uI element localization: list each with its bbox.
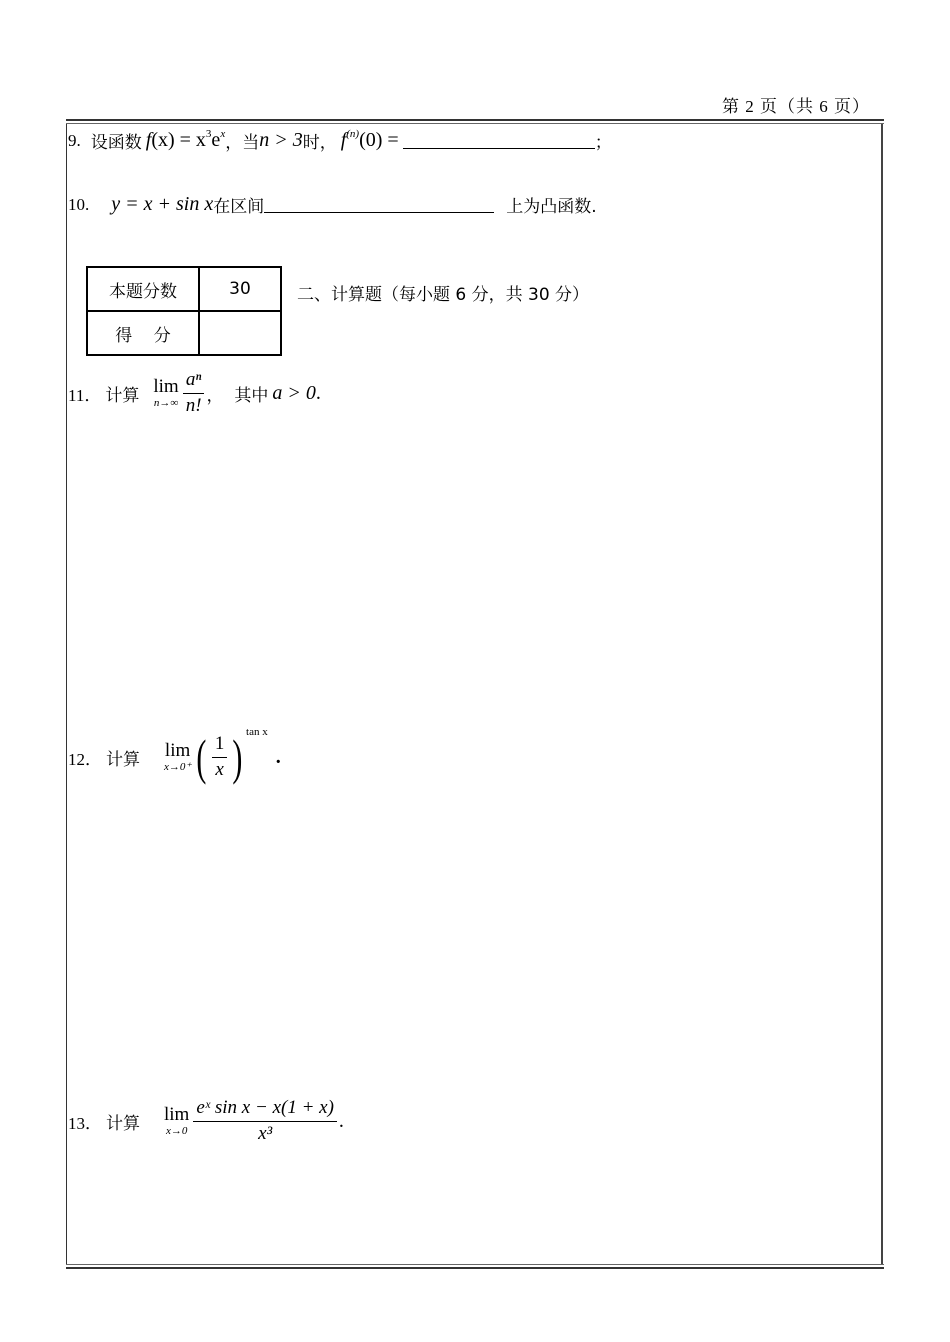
formula: y = x + sin x [111,193,214,215]
question-text: 时， [302,133,337,153]
question-text: 计算 [105,385,140,406]
question-text: 计算 [106,749,140,770]
formula: $f(x) = x^3e^x$ [145,128,226,151]
limit-operator: lim n→∞ [153,376,179,410]
score-label-total: 本题分数 [87,267,199,311]
period: . [315,381,321,404]
score-label-earned: 得 分 [87,311,199,355]
limit-operator: lim x→0⁺ [164,740,192,773]
fraction: $\frac{\text{eˣ sin x − x(1 + x)}}{\text{x³}}$ [193,1098,337,1145]
question-13 [68,1098,344,1145]
right-paren: ) [232,729,243,785]
question-number: 9. [68,130,81,150]
question-text: ，当 [225,133,260,153]
question-text: ； [594,133,612,153]
question-text: 设函数 [90,133,142,153]
question-12 [68,726,281,785]
period: . [275,745,281,768]
period: . [338,1109,344,1132]
left-paren: ( [196,729,207,785]
bottom-rule [66,1267,884,1269]
question-10 [68,192,597,217]
question-11 [68,370,321,417]
derivative: $f^{(n)}(0)$ = [340,128,399,151]
fraction: $\frac{1}{x}$ [212,734,228,781]
question-number: 11． [68,385,102,405]
section-title: 二、计算题（每小题 6 分，共 30 分） [297,285,590,305]
score-value-total: 30 [199,267,281,311]
question-text: 计算 [106,1113,140,1134]
top-rule [66,119,884,121]
exponent: tan x [246,726,268,738]
answer-blank[interactable] [264,196,494,213]
score-box [86,266,282,356]
question-number: 10. [68,194,90,214]
answer-blank[interactable] [403,132,595,149]
question-9 [68,128,612,153]
bottom-rule-thin [66,1264,884,1265]
limit-operator: lim x→0 [164,1104,190,1138]
condition: a > 0 [272,381,316,404]
page-header: 第 2 页（共 6 页） [722,97,870,116]
question-number: 12． [68,749,102,769]
score-value-earned[interactable] [199,311,281,355]
question-text: 上为凸函数. [506,197,597,217]
condition: n > 3 [259,129,303,151]
question-text: 在区间 [213,197,265,217]
fraction: $\frac{\text{aⁿ}}{n!}$ [183,370,205,417]
question-number: 13． [68,1113,102,1133]
question-text: ， 其中 [206,385,269,406]
